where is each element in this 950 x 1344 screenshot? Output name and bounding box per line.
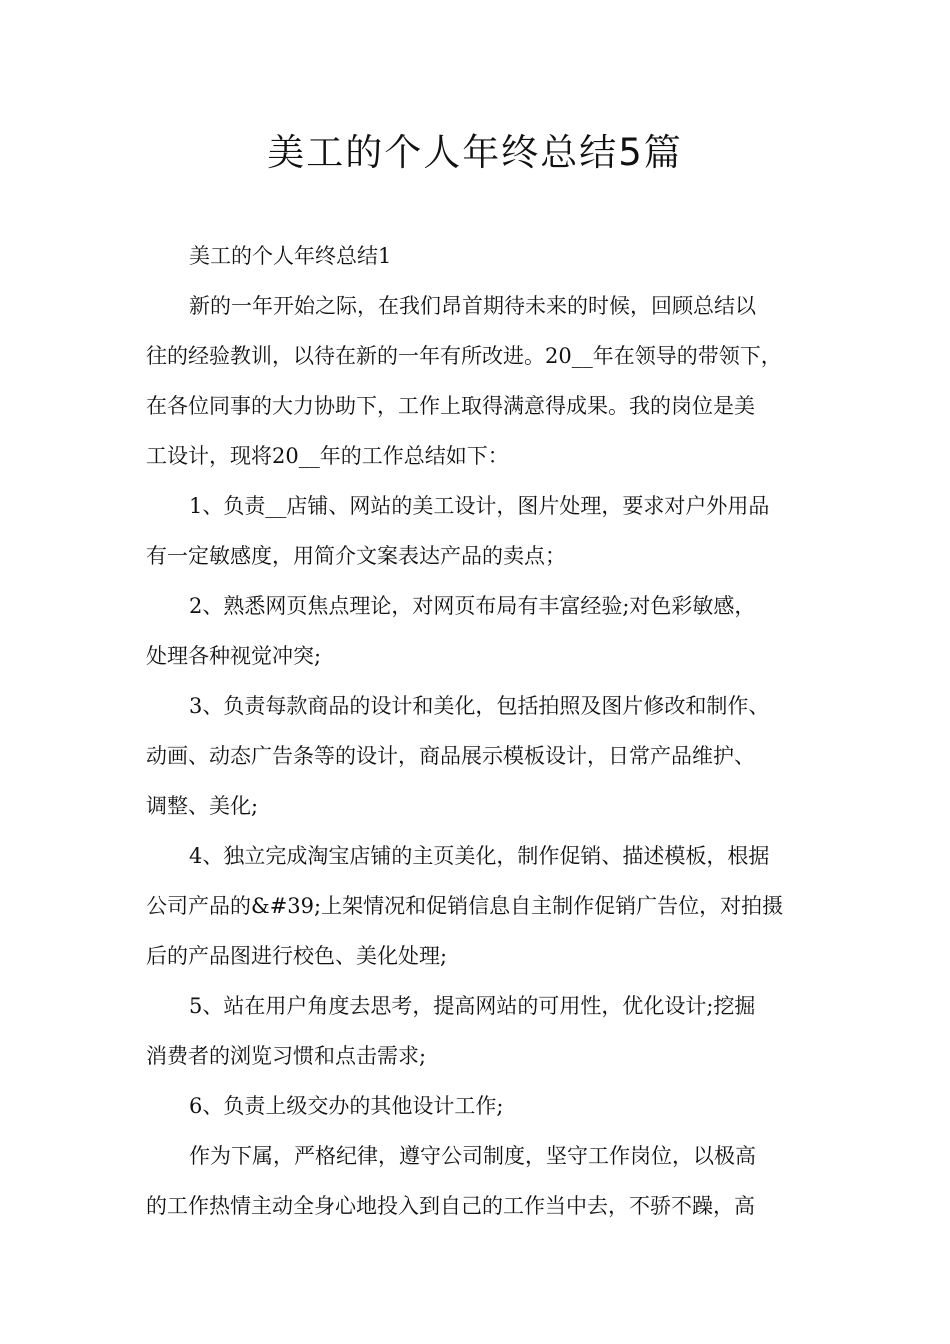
text-line: 5、站在用户角度去思考，提高网站的可用性，优化设计;挖掘 — [189, 994, 756, 1018]
document-body — [146, 231, 818, 1231]
text-line: 处理各种视觉冲突; — [146, 644, 322, 668]
text-line: 工设计，现将20__年的工作总结如下： — [146, 444, 509, 468]
text-line: 3、负责每款商品的设计和美化，包括拍照及图片修改和制作、 — [189, 694, 770, 718]
text-line: 调整、美化; — [146, 794, 259, 818]
text-line: 6、负责上级交办的其他设计工作; — [189, 1094, 504, 1118]
text-line: 新的一年开始之际，在我们昂首期待未来的时候，回顾总结以 — [189, 294, 756, 318]
text-line: 有一定敏感度，用简介文案表达产品的卖点； — [146, 544, 566, 568]
text-line: 4、独立完成淘宝店铺的主页美化，制作促销、描述模板，根据 — [189, 844, 770, 868]
text-line: 的工作热情主动全身心地投入到自己的工作当中去，不骄不躁，高 — [146, 1194, 755, 1218]
text-line: 1、负责__店铺、网站的美工设计，图片处理，要求对户外用品 — [189, 494, 770, 518]
text-line: 在各位同事的大力协助下，工作上取得满意得成果。我的岗位是美 — [146, 394, 755, 418]
text-line: 2、熟悉网页焦点理论，对网页布局有丰富经验;对色彩敏感， — [189, 594, 756, 618]
text-line: 往的经验教训，以待在新的一年有所改进。20__年在领导的带领下， — [146, 344, 782, 368]
text-line: 动画、动态广告条等的设计，商品展示模板设计，日常产品维护、 — [146, 744, 755, 768]
document-title: 美工的个人年终总结5篇 — [267, 131, 683, 174]
text-line: 美工的个人年终总结1 — [189, 244, 392, 268]
text-line: 消费者的浏览习惯和点击需求; — [146, 1044, 427, 1068]
text-line: 作为下属，严格纪律，遵守公司制度，坚守工作岗位，以极高 — [189, 1144, 756, 1168]
text-line: 公司产品的&#39;上架情况和促销信息自主制作促销广告位，对拍摄 — [146, 894, 784, 918]
text-line: 后的产品图进行校色、美化处理; — [146, 944, 448, 968]
